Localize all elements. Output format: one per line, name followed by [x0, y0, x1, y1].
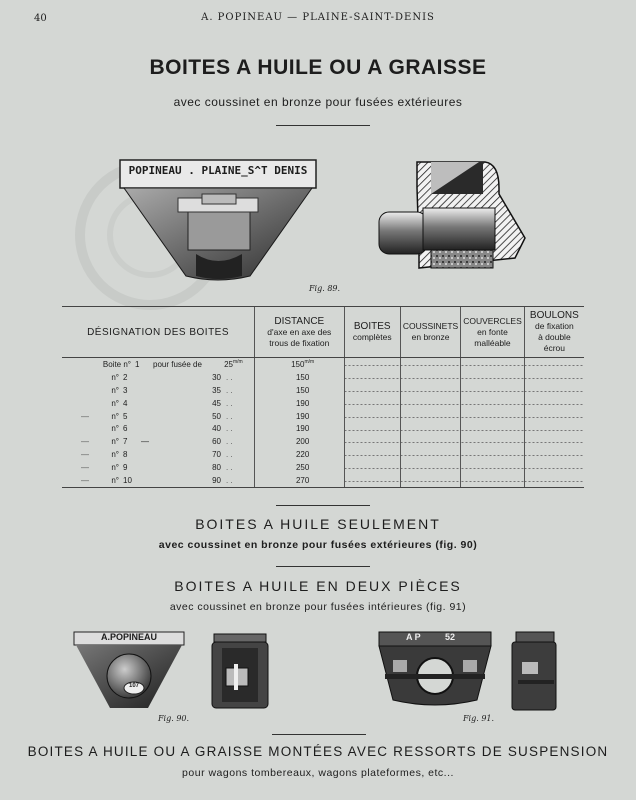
- spec-table: [62, 306, 584, 488]
- fig91-oil-box-side-illustration: [510, 630, 558, 714]
- divider: [276, 566, 370, 567]
- distance-value: 150: [291, 359, 305, 369]
- header-couvercles: COUVERCLES en fonte malléable: [461, 307, 525, 358]
- fusee-size: 60: [212, 437, 221, 447]
- box-label: n°: [111, 385, 119, 395]
- coussinets-cell: [400, 410, 460, 423]
- unit-label: m/m: [304, 358, 315, 365]
- fig90-oil-box-side-illustration: [210, 630, 270, 714]
- divider: [276, 505, 370, 506]
- fusee-size: 45: [212, 398, 221, 408]
- coussinets-cell: [400, 384, 460, 397]
- boulons-cell: [524, 422, 584, 435]
- table-header-row: [62, 307, 584, 358]
- table-row: [62, 358, 584, 371]
- couvercles-cell: [461, 410, 525, 423]
- divider: [276, 125, 370, 126]
- ditto-dots: . .: [226, 424, 233, 434]
- boulons-cell: [524, 371, 584, 384]
- fusee-size: 80: [212, 463, 221, 473]
- coussinets-cell: [400, 397, 460, 410]
- section2-subtitle: avec coussinet en bronze pour fusées extérieures (fig. 90): [158, 539, 478, 551]
- designation-cell: [62, 461, 255, 474]
- box-label: Boite n°: [102, 359, 131, 369]
- designation-text: —: [141, 437, 149, 447]
- boites-cell: [344, 384, 400, 397]
- boites-cell: [344, 397, 400, 410]
- coussinets-cell: [400, 448, 460, 461]
- boulons-cell: [524, 435, 584, 448]
- fig91-label: Fig. 91.: [463, 714, 495, 723]
- distance-value: 190: [295, 411, 310, 421]
- designation-cell: [62, 448, 255, 461]
- fig89-cross-section-illustration: [375, 158, 537, 278]
- box-number: 5: [123, 411, 128, 421]
- section4-subtitle: pour wagons tombereaux, wagons plateformes, etc...: [182, 767, 454, 779]
- box-label: n°: [111, 372, 119, 382]
- ditto-dots: . .: [226, 475, 233, 485]
- couvercles-cell: [461, 435, 525, 448]
- section2-title: BOITES A HUILE SEULEMENT: [195, 516, 441, 532]
- boites-cell: [344, 461, 400, 474]
- table-row: [62, 371, 584, 384]
- fusee-size: 70: [212, 450, 221, 460]
- leader-dash: —: [81, 475, 89, 485]
- unit-label: m/m: [233, 358, 243, 365]
- table-row: [62, 435, 584, 448]
- box-number: 7: [123, 437, 128, 447]
- distance-cell: [255, 371, 344, 384]
- boites-cell: [344, 474, 400, 487]
- boulons-cell: [524, 448, 584, 461]
- boulons-cell: [524, 397, 584, 410]
- leader-dash: —: [81, 463, 89, 473]
- distance-cell: [255, 435, 344, 448]
- box-number: 1: [135, 359, 140, 369]
- fig91-box-number: 52: [445, 632, 456, 642]
- table-row: [62, 474, 584, 487]
- fusee-size: 90: [212, 475, 221, 485]
- fusee-size: 25: [224, 359, 233, 369]
- box-label: n°: [111, 437, 119, 447]
- boites-cell: [344, 435, 400, 448]
- ditto-dots: . .: [226, 385, 233, 395]
- fusee-size: 40: [212, 424, 221, 434]
- table-row: [62, 448, 584, 461]
- designation-text: pour fusée de: [153, 359, 202, 369]
- header-distance: DISTANCE d'axe en axe des trous de fixation: [255, 307, 344, 358]
- designation-cell: [62, 474, 255, 487]
- boites-cell: [344, 448, 400, 461]
- distance-value: 270: [295, 475, 310, 485]
- fig90-plate-lettering: A.POPINEAU: [100, 632, 157, 642]
- header-designation: DÉSIGNATION DES BOITES: [62, 307, 255, 358]
- distance-value: 190: [295, 424, 310, 434]
- coussinets-cell: [400, 371, 460, 384]
- box-number: 9: [123, 463, 128, 473]
- section4-title: BOITES A HUILE OU A GRAISSE MONTÉES AVEC RESSORTS DE SUSPENSION: [27, 744, 609, 759]
- fig89-label: Fig. 89.: [309, 284, 341, 293]
- distance-value: 250: [295, 463, 310, 473]
- table-row: [62, 397, 584, 410]
- table-row: [62, 461, 584, 474]
- distance-value: 220: [295, 450, 310, 460]
- couvercles-cell: [461, 448, 525, 461]
- box-number: 4: [123, 398, 128, 408]
- distance-cell: [255, 358, 344, 371]
- coussinets-cell: [400, 461, 460, 474]
- distance-cell: [255, 448, 344, 461]
- fusee-size: 30: [212, 372, 221, 382]
- fig90-label: Fig. 90.: [158, 714, 190, 723]
- boulons-cell: [524, 474, 584, 487]
- distance-cell: [255, 384, 344, 397]
- distance-cell: [255, 461, 344, 474]
- boulons-cell: [524, 358, 584, 371]
- distance-cell: [255, 474, 344, 487]
- box-label: n°: [111, 411, 119, 421]
- distance-cell: [255, 410, 344, 423]
- box-number: 10: [123, 475, 132, 485]
- designation-cell: [62, 410, 255, 423]
- section3-subtitle: avec coussinet en bronze pour fusées intérieures (fig. 91): [169, 601, 467, 613]
- designation-cell: [62, 358, 255, 371]
- boulons-cell: [524, 461, 584, 474]
- header-coussinets: COUSSINETS en bronze: [400, 307, 460, 358]
- section1-subtitle: avec coussinet en bronze pour fusées extérieures: [173, 95, 463, 109]
- box-label: n°: [111, 450, 119, 460]
- header-boites: BOITES complètes: [344, 307, 400, 358]
- section3-title: BOITES A HUILE EN DEUX PIÈCES: [174, 578, 462, 594]
- page-number: 40: [34, 13, 47, 24]
- running-header: A. POPINEAU — PLAINE-SAINT-DENIS: [201, 12, 435, 23]
- designation-cell: [62, 371, 255, 384]
- table-row: [62, 384, 584, 397]
- box-number: 6: [123, 424, 128, 434]
- box-label: n°: [111, 463, 119, 473]
- leader-dash: —: [81, 450, 89, 460]
- distance-value: 200: [295, 437, 310, 447]
- designation-cell: [62, 422, 255, 435]
- fusee-size: 50: [212, 411, 221, 421]
- distance-value: 150: [295, 385, 310, 395]
- header-boulons: BOULONS de fixation à double écrou: [524, 307, 584, 358]
- coussinets-cell: [400, 358, 460, 371]
- designation-cell: [62, 435, 255, 448]
- ditto-dots: . .: [226, 411, 233, 421]
- boulons-cell: [524, 410, 584, 423]
- fig90-oil-box-front-illustration: [72, 630, 186, 712]
- couvercles-cell: [461, 474, 525, 487]
- leader-dash: —: [81, 437, 89, 447]
- table-row: [62, 410, 584, 423]
- couvercles-cell: [461, 358, 525, 371]
- couvercles-cell: [461, 422, 525, 435]
- couvercles-cell: [461, 371, 525, 384]
- distance-cell: [255, 397, 344, 410]
- ditto-dots: . .: [226, 463, 233, 473]
- box-number: 8: [123, 450, 128, 460]
- fig90-box-number: 107: [128, 683, 139, 689]
- box-label: n°: [111, 398, 119, 408]
- box-label: n°: [111, 475, 119, 485]
- fusee-size: 35: [212, 385, 221, 395]
- designation-cell: [62, 397, 255, 410]
- boites-cell: [344, 410, 400, 423]
- table-row: [62, 422, 584, 435]
- boulons-cell: [524, 384, 584, 397]
- coussinets-cell: [400, 435, 460, 448]
- leader-dash: —: [81, 411, 89, 421]
- fig91-oil-box-front-illustration: [377, 630, 493, 712]
- coussinets-cell: [400, 474, 460, 487]
- ditto-dots: . .: [226, 372, 233, 382]
- distance-cell: [255, 422, 344, 435]
- ditto-dots: . .: [226, 398, 233, 408]
- box-number: 3: [123, 385, 128, 395]
- box-number: 2: [123, 372, 128, 382]
- box-label: n°: [111, 424, 119, 434]
- distance-value: 150: [295, 372, 310, 382]
- fig89-plate-lettering: POPINEAU . PLAINE_S^T DENIS: [128, 164, 308, 177]
- designation-cell: [62, 384, 255, 397]
- couvercles-cell: [461, 397, 525, 410]
- section1-title: BOITES A HUILE OU A GRAISSE: [149, 56, 487, 79]
- couvercles-cell: [461, 384, 525, 397]
- fig91-plate-lettering: A P: [406, 632, 421, 642]
- boites-cell: [344, 422, 400, 435]
- boites-cell: [344, 371, 400, 384]
- coussinets-cell: [400, 422, 460, 435]
- ditto-dots: . .: [226, 437, 233, 447]
- boites-cell: [344, 358, 400, 371]
- couvercles-cell: [461, 461, 525, 474]
- ditto-dots: . .: [226, 450, 233, 460]
- divider: [272, 734, 366, 735]
- distance-value: 190: [295, 398, 310, 408]
